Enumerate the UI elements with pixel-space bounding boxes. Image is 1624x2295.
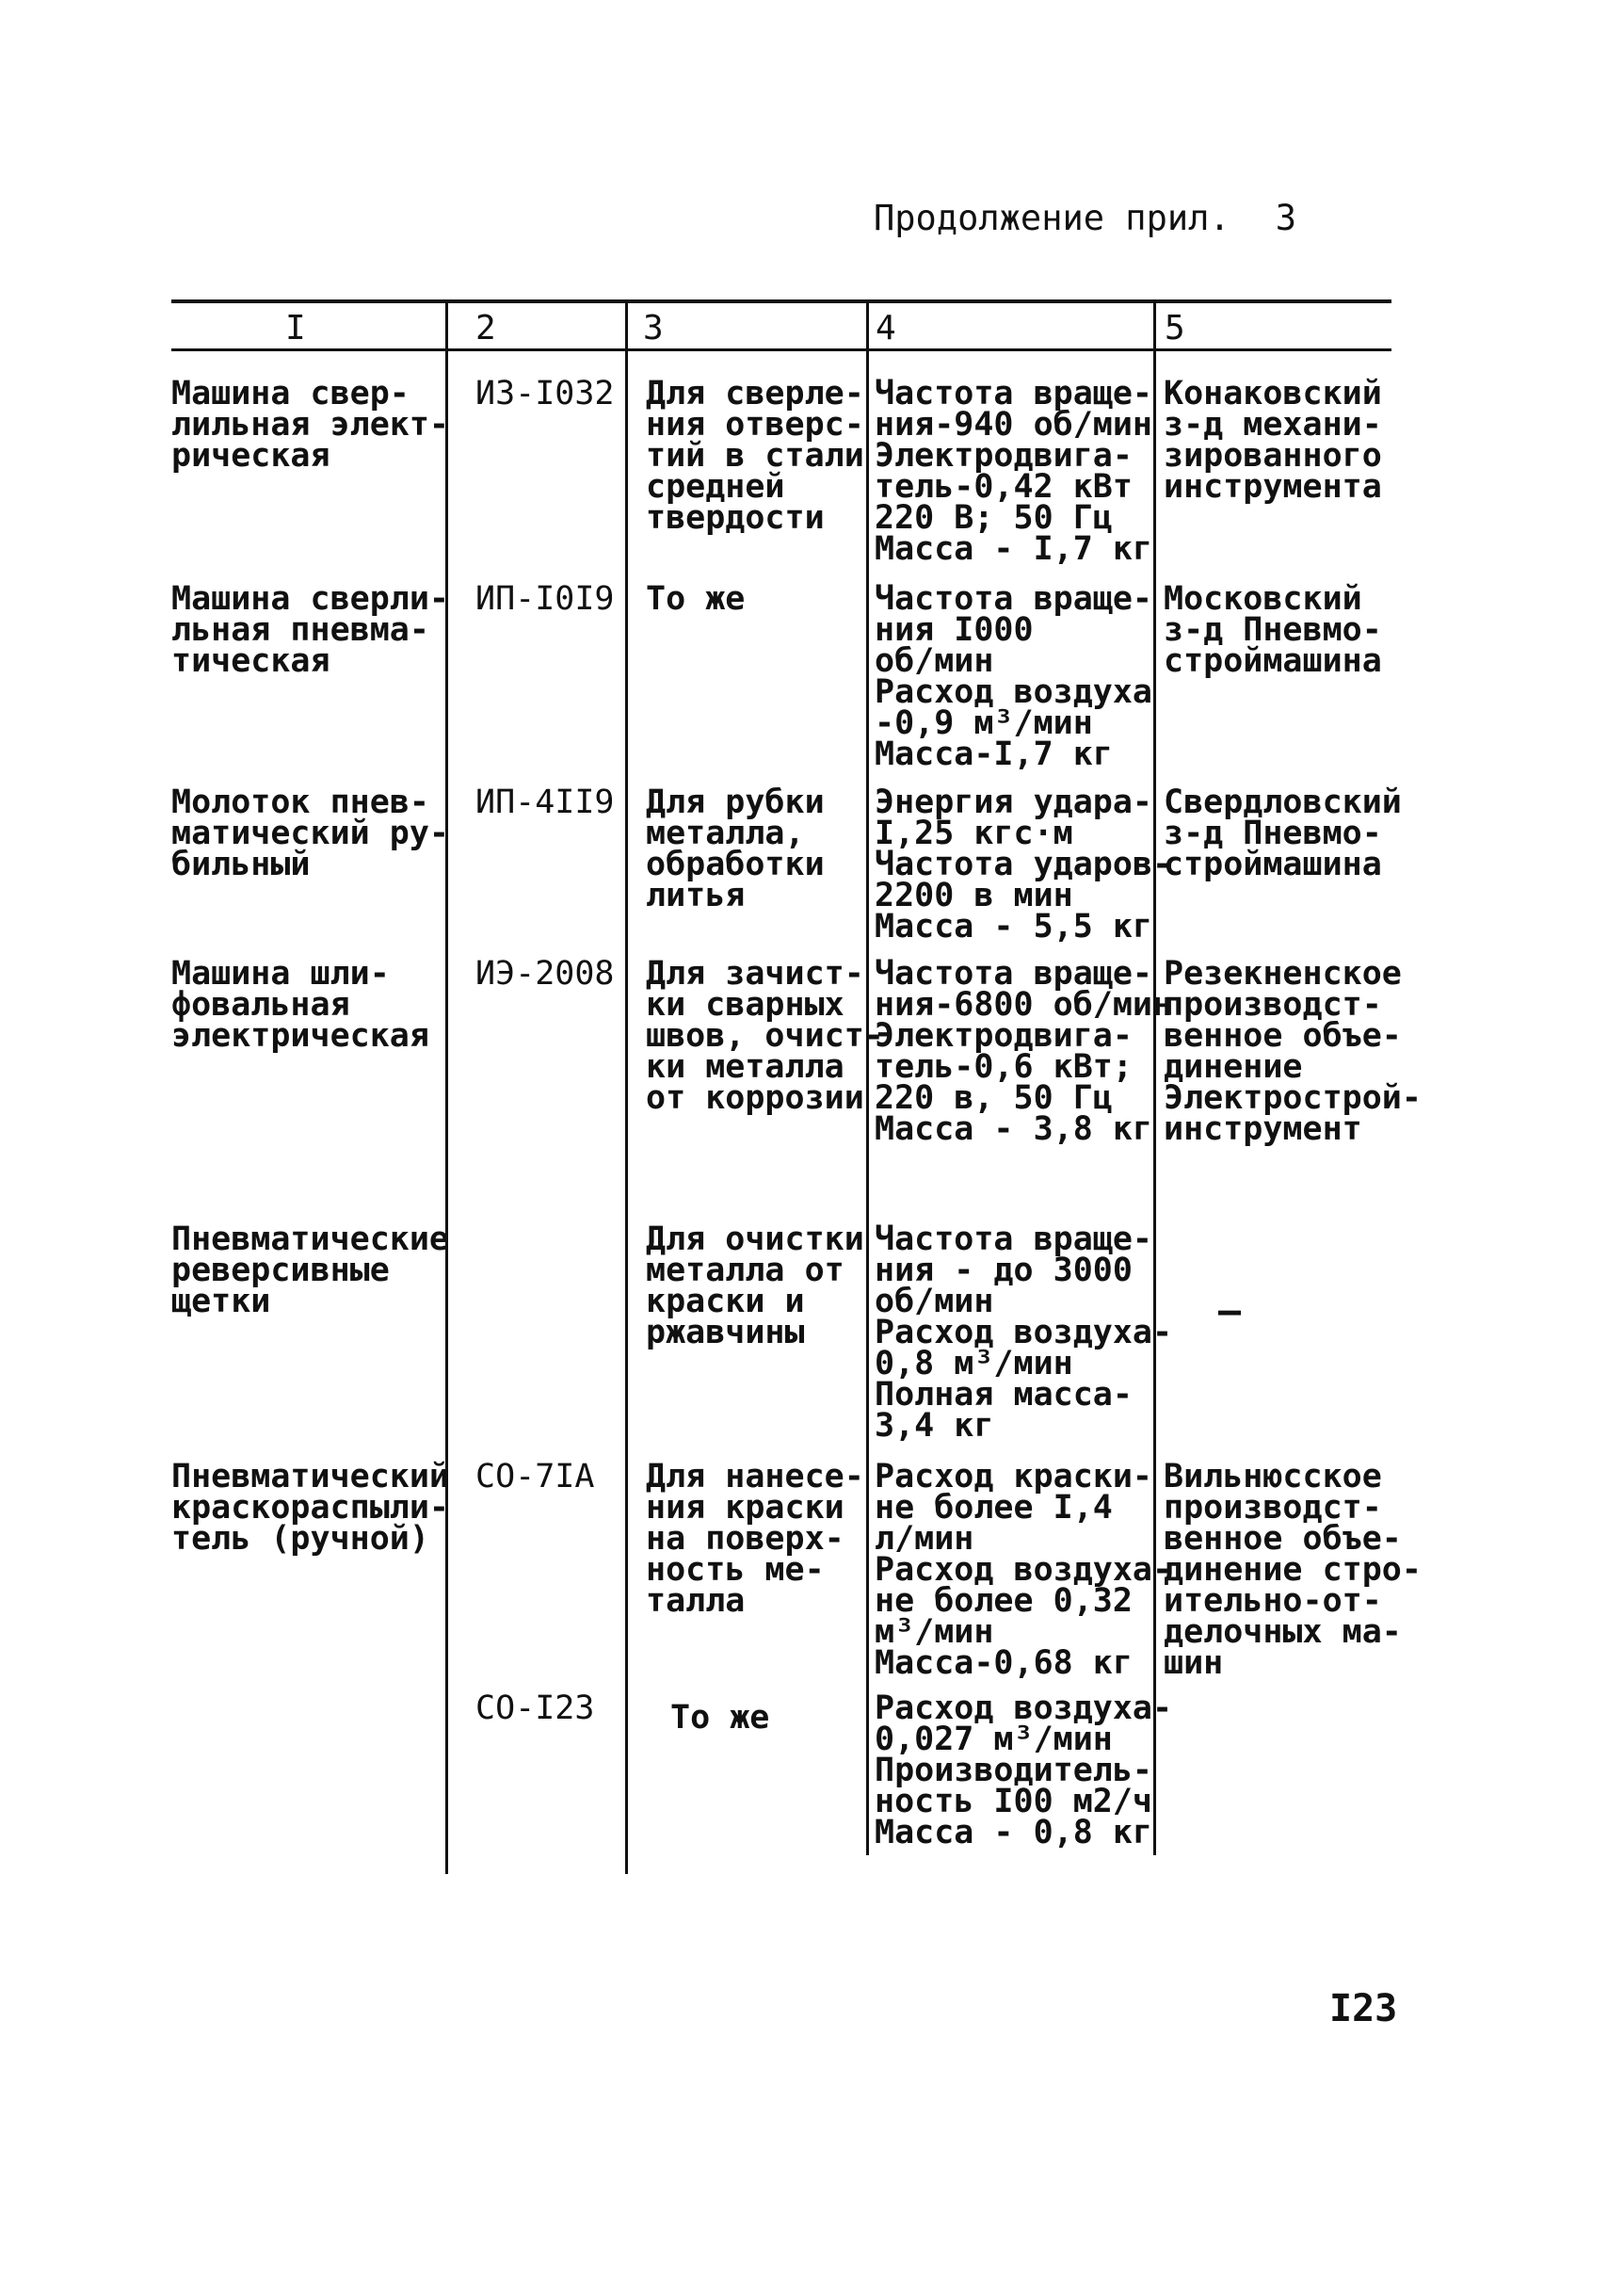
- row-3-code: ИП-4II9: [475, 784, 615, 821]
- appendix-number: 3: [1275, 198, 1296, 238]
- row-5-name: Пневматические реверсивные щетки: [171, 1220, 450, 1320]
- row-1-purpose: Для сверле- ния отверс- тий в стали средней твердости: [646, 375, 864, 537]
- row-6-maker: Вильнюсское производст- венное объе- динение стро- ительно-от- делочных ма- шин: [1164, 1458, 1422, 1682]
- column-header-3: 3: [643, 309, 664, 347]
- row-4-specs: Частота враще- ния-6800 об/мин Электродвига- тель-0,6 кВт; 220 в, 50 Гц Масса - 3,8 кг: [875, 955, 1173, 1148]
- row-2-name: Машина сверли- льная пневма- тическая: [171, 580, 450, 680]
- row-4-code: ИЭ-2008: [475, 955, 615, 993]
- column-header-4: 4: [876, 309, 896, 347]
- row-7-specs: Расход воздуха- 0,027 м³/мин Производитель- ность I00 м2/ч Масса - 0,8 кг: [875, 1689, 1173, 1851]
- row-7-purpose: То же: [670, 1699, 770, 1737]
- column-header-1: I: [285, 309, 306, 347]
- row-1-maker: Конаковский з-д механи- зированного инструмента: [1164, 375, 1382, 506]
- row-6-name: Пневматический краскораспыли- тель (ручной): [171, 1458, 450, 1558]
- row-4-purpose: Для зачист- ки сварных швов, очист- ки металла от коррозии: [646, 955, 884, 1117]
- row-5-purpose: Для очистки металла от краски и ржавчины: [646, 1220, 864, 1351]
- row-2-maker: Московский з-д Пневмо- строймашина: [1164, 580, 1382, 680]
- row-2-code: ИП-I0I9: [475, 580, 615, 618]
- column-divider: [445, 301, 448, 1874]
- row-3-purpose: Для рубки металла, обработки литья: [646, 784, 825, 914]
- row-6-code: СО-7IА: [475, 1458, 595, 1495]
- row-3-specs: Энергия удара- I,25 кгс·м Частота ударов- 2200 в мин Масса - 5,5 кг: [875, 784, 1173, 945]
- row-2-specs: Частота враще- ния I000 об/мин Расход воздуха -0,9 м³/мин Масса-I,7 кг: [875, 580, 1153, 773]
- row-2-purpose: То же: [646, 580, 746, 618]
- row-4-name: Машина шли- фовальная электрическая: [171, 955, 429, 1055]
- column-header-5: 5: [1165, 309, 1185, 347]
- row-4-maker: Резекненское производст- венное объе- динение Электрострой- инструмент: [1164, 955, 1422, 1148]
- row-5-specs: Частота враще- ния - до 3000 об/мин Расход воздуха- 0,8 м³/мин Полная масса- 3,4 кг: [875, 1220, 1173, 1445]
- column-divider: [625, 301, 628, 1874]
- row-3-maker: Свердловский з-д Пневмо- строймашина: [1164, 784, 1402, 883]
- row-5-maker-dash: —: [1218, 1289, 1242, 1333]
- row-6-specs: Расход краски- не более I,4 л/мин Расход воздуха- не более 0,32 м³/мин Масса-0,68 кг: [875, 1458, 1173, 1682]
- page-header: [874, 198, 1296, 238]
- table-header-rule: [171, 348, 1391, 351]
- column-header-2: 2: [475, 309, 496, 347]
- row-1-name: Машина свер- лильная элект- рическая: [171, 375, 450, 475]
- table-top-rule: [171, 299, 1391, 303]
- row-1-specs: Частота враще- ния-940 об/мин Электродвига- тель-0,42 кВт 220 В; 50 Гц Масса - I,7 кг: [875, 375, 1153, 568]
- row-3-name: Молоток пнев- матический ру- бильный: [171, 784, 450, 883]
- continuation-label: Продолжение прил.: [874, 198, 1230, 238]
- row-7-code: СО-I23: [475, 1689, 595, 1727]
- row-1-code: ИЗ-I032: [475, 375, 615, 412]
- row-6-purpose: Для нанесе- ния краски на поверх- ность ме- талла: [646, 1458, 864, 1620]
- page-number: I23: [1329, 1987, 1398, 2030]
